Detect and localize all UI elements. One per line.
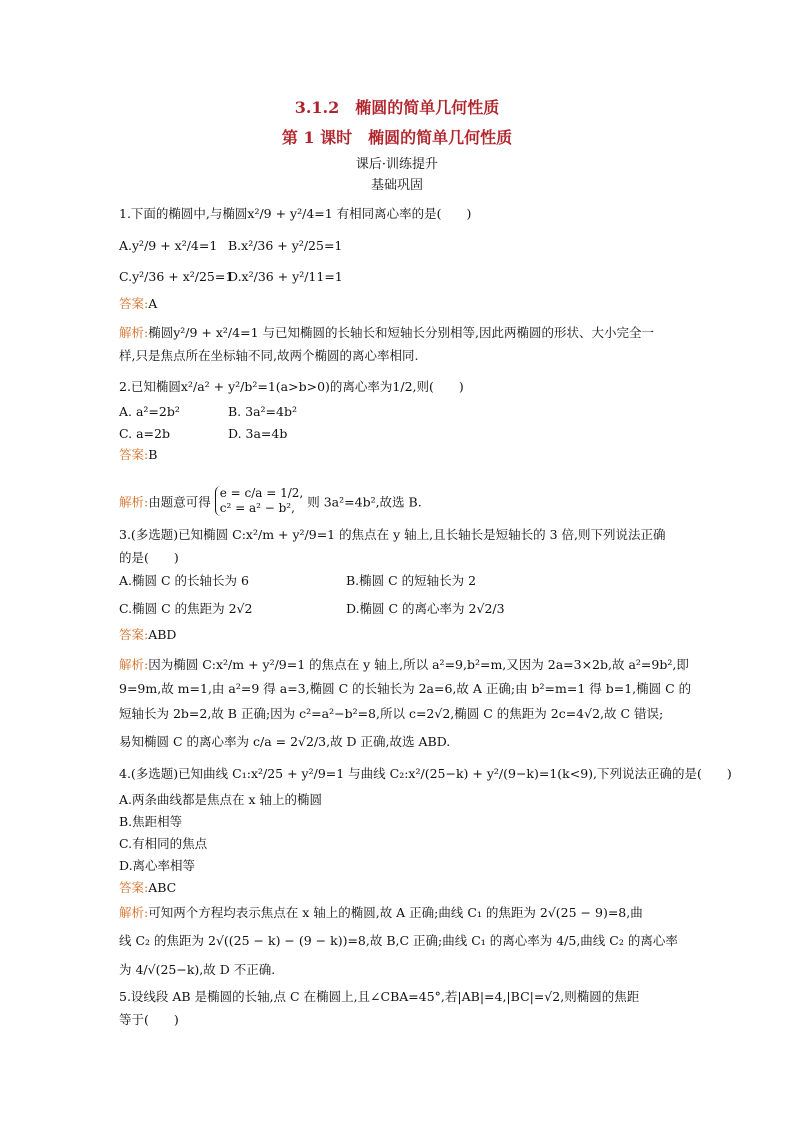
- q1-option-d: D.x²/36 + y²/11=1: [228, 269, 343, 284]
- q3-answer: [119, 627, 176, 643]
- q1-analysis-text-1: 椭圆y²/9 + x²/4=1 与已知椭圆的长轴长和短轴长分别相等,因此两椭圆的形状、大小完全一: [148, 325, 654, 340]
- q3-stem-line-2: 的是( ): [119, 550, 179, 565]
- q1-answer-value: A: [148, 296, 158, 311]
- q5-stem-line-1: 5.设线段 AB 是椭圆的长轴,点 C 在椭圆上,且∠CBA=45°,若|AB|=4,|BC|=√2,则椭圆的焦距: [119, 989, 640, 1004]
- section-heading: 基础巩固: [370, 178, 423, 193]
- q2-option-b: B. 3a²=4b²: [228, 404, 297, 419]
- q3-analysis-line-2: 9=9m,故 m=1,由 a²=9 得 a=3,椭圆 C 的长轴长为 2a=6,故 A 正确;由 b²=m=1 得 b=1,椭圆 C 的: [119, 681, 692, 696]
- q3-analysis-line-4: 易知椭圆 C 的离心率为 c/a = 2√2/3,故 D 正确,故选 ABD.: [119, 734, 451, 749]
- q4-option-d: D.离心率相等: [119, 858, 196, 873]
- q1-analysis-line-2: 样,只是焦点所在坐标轴不同,故两个椭圆的离心率相同.: [119, 348, 419, 363]
- q4-answer-value: ABC: [148, 880, 177, 895]
- q1-option-a: A.y²/9 + x²/4=1: [119, 238, 218, 253]
- q3-answer-value: ABD: [148, 627, 177, 642]
- q3-analysis-line-3: 短轴长为 2b=2,故 B 正确;因为 c²=a²−b²=8,所以 c=2√2,椭圆 C 的焦距为 2c=4√2,故 C 错误;: [119, 706, 664, 721]
- q3-analysis-text-1: 因为椭圆 C:x²/m + y²/9=1 的焦点在 y 轴上,所以 a²=9,b²=m,又因为 2a=3×2b,故 a²=9b²,即: [148, 657, 689, 672]
- q4-option-c: C.有相同的焦点: [119, 836, 208, 851]
- q4-analysis-text-1: 可知两个方程均表示焦点在 x 轴上的椭圆,故 A 正确;曲线 C₁ 的焦距为 2√(25 − 9)=8,曲: [148, 905, 643, 920]
- q2-option-a: A. a²=2b²: [119, 404, 180, 419]
- q3-analysis-line-1: [119, 657, 689, 673]
- q3-option-d: D.椭圆 C 的离心率为 2√2/3: [346, 601, 505, 616]
- q3-option-a: A.椭圆 C 的长轴长为 6: [119, 573, 249, 588]
- q4-option-a: A.两条曲线都是焦点在 x 轴上的椭圆: [119, 792, 322, 807]
- q4-option-b: B.焦距相等: [119, 814, 183, 829]
- q3-option-b: B.椭圆 C 的短轴长为 2: [346, 573, 477, 588]
- q1-analysis-line-1: [119, 325, 654, 341]
- q2-analysis-post: 则 3a²=4b²,故选 B.: [307, 494, 422, 510]
- q5-stem-line-2: 等于( ): [119, 1012, 179, 1027]
- section-title: 3.1.2 椭圆的简单几何性质: [294, 98, 500, 117]
- q4-analysis-line-2: 线 C₂ 的焦距为 2√((25 − k) − (9 − k))=8,故 B,C 正确;曲线 C₁ 的离心率为 4/5,曲线 C₂ 的离心率: [119, 933, 678, 948]
- q2-system-line-1: e = c/a = 1/2,: [219, 486, 304, 500]
- q2-analysis: [119, 488, 422, 518]
- q2-analysis-pre: 由题意可得: [148, 494, 211, 510]
- analysis-label: 解析:: [119, 494, 149, 510]
- q2-stem: 2.已知椭圆x²/a² + y²/b²=1(a>b>0)的离心率为1/2,则( ): [119, 379, 464, 394]
- q2-option-d: D. 3a=4b: [228, 426, 288, 441]
- q4-analysis-line-3: 为 4/√(25−k),故 D 不正确.: [119, 962, 276, 977]
- answer-label: 答案:: [119, 627, 149, 642]
- answer-label: 答案:: [119, 296, 149, 311]
- answer-label: 答案:: [119, 447, 149, 462]
- q1-option-b: B.x²/36 + y²/25=1: [228, 238, 343, 253]
- q2-system-line-2: c² = a² − b²,: [219, 501, 295, 515]
- analysis-label: 解析:: [119, 325, 149, 340]
- q1-option-c: C.y²/36 + x²/25=1: [119, 269, 234, 284]
- answer-label: 答案:: [119, 880, 149, 895]
- q1-stem: 1.下面的椭圆中,与椭圆x²/9 + y²/4=1 有相同离心率的是( ): [119, 206, 472, 221]
- q2-answer: [119, 447, 157, 463]
- q4-analysis-line-1: [119, 905, 643, 921]
- q3-option-c: C.椭圆 C 的焦距为 2√2: [119, 601, 253, 616]
- q2-equation-system: [215, 486, 304, 516]
- q2-answer-value: B: [148, 447, 158, 462]
- analysis-label: 解析:: [119, 657, 149, 672]
- q2-option-c: C. a=2b: [119, 426, 170, 441]
- q3-stem-line-1: 3.(多选题)已知椭圆 C:x²/m + y²/9=1 的焦点在 y 轴上,且长轴长是短轴长的 3 倍,则下列说法正确: [119, 527, 666, 542]
- q4-answer: [119, 880, 176, 896]
- q1-answer: [119, 296, 157, 312]
- q4-stem: 4.(多选题)已知曲线 C₁:x²/25 + y²/9=1 与曲线 C₂:x²/(25−k) + y²/(9−k)=1(k<9),下列说法正确的是( ): [119, 766, 732, 781]
- analysis-label: 解析:: [119, 905, 149, 920]
- lesson-title: 第 1 课时 椭圆的简单几何性质: [281, 128, 513, 147]
- subtitle: 课后·训练提升: [355, 157, 439, 172]
